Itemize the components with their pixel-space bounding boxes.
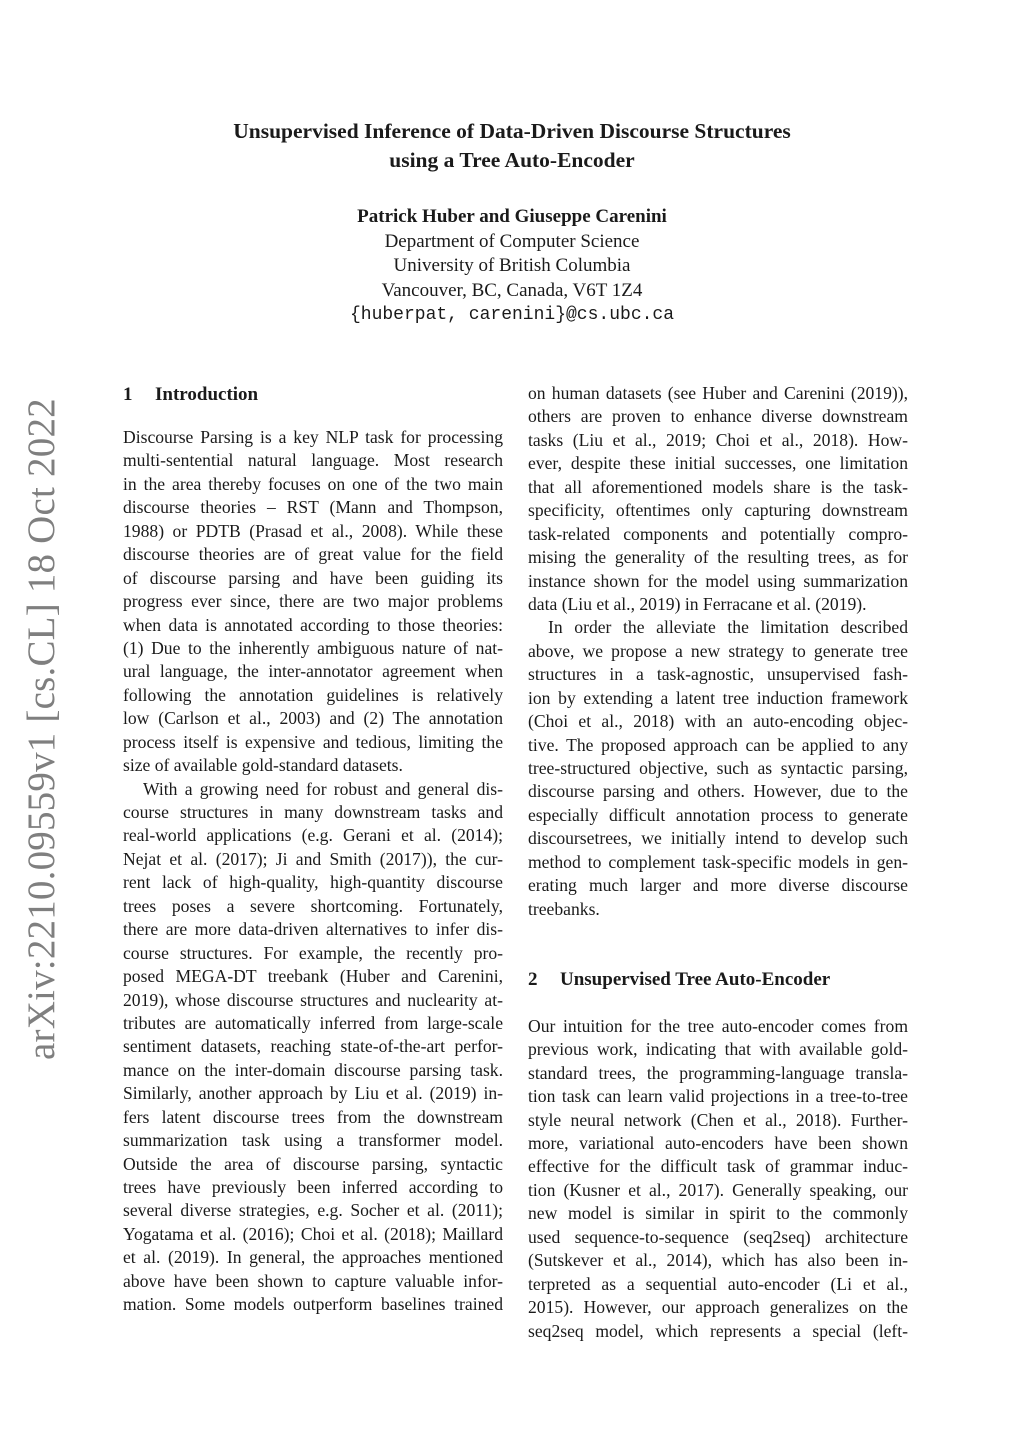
text-line: tion task can learn valid projections in a tree-to-tree <box>528 1086 908 1107</box>
text-line: posed MEGA-DT treebank (Huber and Carenini, <box>123 966 503 987</box>
text-line: course structures. For example, the recently pro- <box>123 942 503 963</box>
text-line: tree-structured objective, such as syntactic parsing, <box>528 758 908 778</box>
paragraph <box>528 616 908 921</box>
text-line: trees poses a severe shortcoming. Fortunately, <box>123 895 503 916</box>
text-line: used sequence-to-sequence (seq2seq) architecture <box>528 1226 908 1247</box>
section-title: Unsupervised Tree Auto-Encoder <box>560 968 831 990</box>
text-line: that all aforementioned models share is the task- <box>528 476 908 497</box>
text-line: several diverse strategies, e.g. Socher et al. (2011); <box>123 1200 503 1221</box>
left-column <box>123 426 503 1317</box>
paragraph <box>123 426 503 778</box>
text-line: terpreted as a sequential auto-encoder (Li et al., <box>528 1273 908 1294</box>
text-line: sentiment datasets, reaching state-of-the-art perfor- <box>123 1036 503 1057</box>
text-line: Discourse Parsing is a key NLP task for processing <box>123 427 503 447</box>
text-line: et al. (2019). In general, the approaches mentioned <box>123 1247 503 1268</box>
text-line: discoursetrees, we initially intend to develop such <box>528 828 908 849</box>
text-line: (Sutskever et al., 2014), which has also been in- <box>528 1250 908 1271</box>
text-line: specificity, oftentimes only capturing downstream <box>528 500 908 521</box>
arxiv-stamp: arXiv:2210.09559v1 [cs.CL] 18 Oct 2022 <box>20 398 63 1060</box>
text-line: In order the alleviate the limitation described <box>548 617 908 638</box>
text-line: standard trees, the programming-language transla- <box>528 1062 908 1083</box>
text-line: trees have previously been inferred according to <box>123 1177 503 1197</box>
text-line: discourse theories – RST (Mann and Thompson, <box>123 497 503 518</box>
text-line: method to complement task-specific models in gen- <box>528 851 908 872</box>
text-line: Similarly, another approach by Liu et al. (2019) in- <box>123 1083 503 1104</box>
text-line: when data is annotated according to those theories: <box>123 614 503 635</box>
text-line: new model is similar in spirit to the commonly <box>528 1203 908 1224</box>
text-line: 1988) or PDTB (Prasad et al., 2008). While these <box>123 520 503 541</box>
paragraph <box>528 382 908 616</box>
text-line: in the area thereby focuses on one of the two main <box>123 473 503 494</box>
text-line: tributes are automatically inferred from large-scale <box>123 1012 503 1033</box>
section-heading-introduction <box>123 383 258 406</box>
text-line: especially difficult annotation process to generate <box>528 804 908 825</box>
text-line: ever, despite these initial successes, one limitation <box>528 453 908 474</box>
text-line: previous work, indicating that with available gold- <box>528 1039 908 1060</box>
text-line: mance on the inter-domain discourse parsing task. <box>123 1059 503 1080</box>
text-line: discourse theories are of great value for the field <box>123 544 503 565</box>
paper-title <box>0 117 1024 175</box>
text-line: style neural network (Chen et al., 2018). Further- <box>528 1109 908 1130</box>
text-line: tive. The proposed approach can be applied to any <box>528 734 908 755</box>
text-line: rent lack of high-quality, high-quantity discourse <box>123 872 503 893</box>
text-line: course structures in many downstream tasks and <box>123 802 503 822</box>
text-line: structures in a task-agnostic, unsupervised fash- <box>528 664 908 685</box>
title-line-1: Unsupervised Inference of Data-Driven Discourse Structures <box>233 119 791 143</box>
text-line: Nejat et al. (2017); Ji and Smith (2017)), the cur- <box>123 848 503 869</box>
text-line: above, we propose a new strategy to generate tree <box>528 640 908 661</box>
text-line: seq2seq model, which represents a special (left- <box>528 1320 908 1341</box>
text-line: real-world applications (e.g. Gerani et al. (2014); <box>123 825 503 846</box>
text-line: of discourse parsing and have been guiding its <box>123 567 503 588</box>
author-email: {huberpat, carenini}@cs.ubc.ca <box>349 305 675 325</box>
author-block <box>0 205 1024 328</box>
text-line: (Choi et al., 2018) with an auto-encoding objec- <box>528 711 908 732</box>
text-line: effective for the difficult task of grammar induc- <box>528 1156 908 1177</box>
paragraph <box>528 1015 908 1343</box>
text-line: mation. Some models outperform baselines trained <box>123 1294 503 1315</box>
section-heading-tree-auto-encoder <box>528 968 908 991</box>
text-line: 2015). However, our approach generalizes on the <box>528 1297 908 1318</box>
text-line: others are proven to enhance diverse downstream <box>528 406 908 427</box>
author-names: Patrick Huber and Giuseppe Carenini <box>357 206 667 227</box>
text-line: tasks (Liu et al., 2019; Choi et al., 2018). How- <box>528 429 908 450</box>
text-line: mising the generality of the resulting trees, as for <box>528 547 908 568</box>
text-line: tion (Kusner et al., 2017). Generally speaking, our <box>528 1179 908 1200</box>
section-number: 1 <box>123 384 133 405</box>
text-line: fers latent discourse trees from the downstream <box>123 1106 503 1127</box>
right-column <box>528 382 908 1343</box>
text-line: size of available gold-standard datasets. <box>123 755 403 776</box>
paragraph <box>123 778 503 1317</box>
title-line-2: using a Tree Auto-Encoder <box>389 148 635 172</box>
text-line: process itself is expensive and tedious, limiting the <box>123 731 503 752</box>
text-line: Our intuition for the tree auto-encoder comes from <box>528 1015 908 1036</box>
text-line: multi-sentential natural language. Most research <box>123 450 503 471</box>
text-line: data (Liu et al., 2019) in Ferracane et al. (2019). <box>528 593 867 614</box>
text-line: erating much larger and more diverse discourse <box>528 875 908 896</box>
text-line: there are more data-driven alternatives to infer dis- <box>123 919 503 940</box>
author-university: University of British Columbia <box>393 255 631 276</box>
text-line: more, variational auto-encoders have been shown <box>528 1133 908 1153</box>
text-line: Outside the area of discourse parsing, syntactic <box>123 1153 503 1174</box>
text-line: ural language, the inter-annotator agreement when <box>123 661 503 682</box>
text-line: task-related components and potentially compro- <box>528 523 908 544</box>
text-line: (1) Due to the inherently ambiguous nature of nat- <box>123 637 503 658</box>
text-line: treebanks. <box>528 898 600 919</box>
text-line: progress ever since, there are two major problems <box>123 591 503 612</box>
text-line: above have been shown to capture valuable infor- <box>123 1270 503 1291</box>
author-address: Vancouver, BC, Canada, V6T 1Z4 <box>381 279 643 301</box>
text-line: summarization task using a transformer model. <box>123 1130 503 1151</box>
text-line: Yogatama et al. (2016); Choi et al. (2018); Maillard <box>123 1223 503 1244</box>
section-title: Introduction <box>155 384 259 405</box>
text-line: With a growing need for robust and general dis- <box>143 778 503 799</box>
text-line: on human datasets (see Huber and Carenini (2019)), <box>528 383 908 403</box>
text-line: following the annotation guidelines is relatively <box>123 684 503 705</box>
text-line: low (Carlson et al., 2003) and (2) The annotation <box>123 708 503 729</box>
text-line: 2019), whose discourse structures and nuclearity at- <box>123 989 503 1010</box>
text-line: discourse parsing and others. However, due to the <box>528 781 908 802</box>
text-line: ion by extending a latent tree induction framework <box>528 687 908 708</box>
author-department: Department of Computer Science <box>384 230 640 252</box>
section-number: 2 <box>528 968 538 990</box>
text-line: instance shown for the model using summarization <box>528 570 908 591</box>
